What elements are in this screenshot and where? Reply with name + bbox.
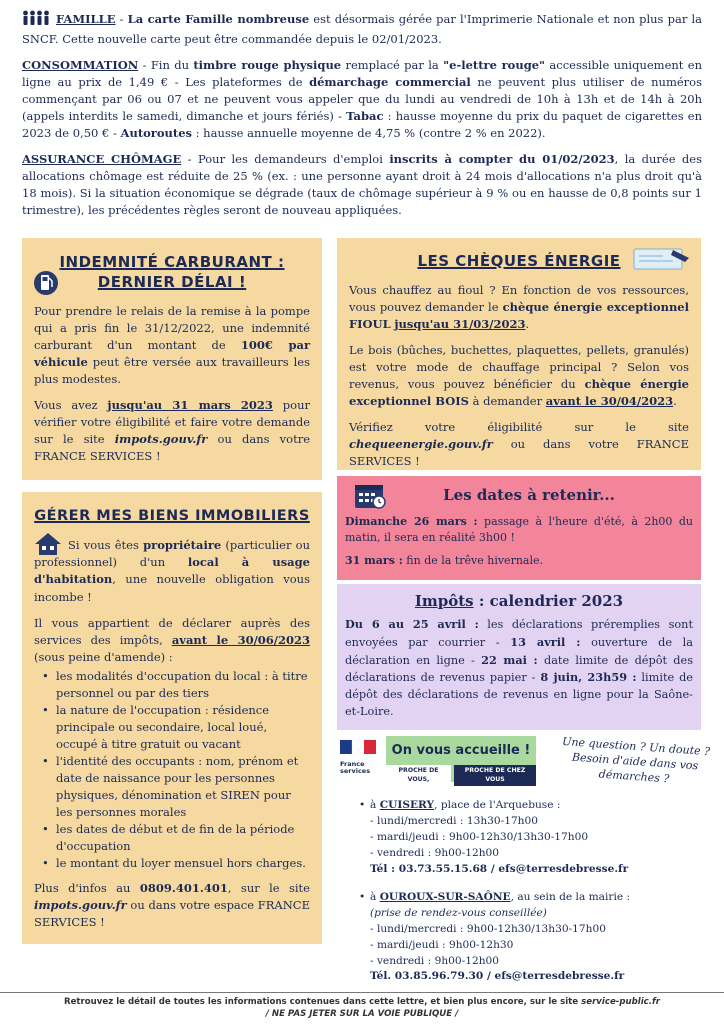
- biens-p3: [34, 880, 310, 931]
- deadline: avant le 30/04/2023: [545, 394, 674, 409]
- deadline: avant le 30/06/2023: [171, 632, 310, 647]
- question-note: Une question ? Un doute ? Besoin d'aide dans vos démarches ?: [561, 734, 711, 786]
- list-item: • l'identité des occupants : nom, prénom et date de naissance pour les personnes physiques, dénomination et SIREN pour les personnes morales: [34, 753, 310, 821]
- text: à demander: [468, 394, 546, 409]
- fuel-pump-icon: [34, 268, 58, 303]
- carburant-p2: [34, 397, 310, 465]
- text: Vous avez: [34, 397, 108, 412]
- contact-head: [356, 798, 696, 814]
- house-icon: [34, 532, 62, 561]
- chomage-text: - Pour les demandeurs d'emploi: [181, 152, 390, 167]
- bold: 100€ par véhicule: [34, 337, 311, 369]
- phone: 0809.401.401: [139, 880, 228, 895]
- footer-line-1: [0, 997, 724, 1009]
- date: 8 juin, 23h59 :: [540, 670, 637, 685]
- accueil-tag: PROCHE DE CHEZ VOUS: [454, 765, 536, 785]
- chomage-bold: inscrits à compter du 01/02/2023: [389, 152, 615, 167]
- text: ou dans votre espace FRANCE SERVICES !: [34, 897, 310, 929]
- accueil-title: On vous accueille !: [391, 743, 531, 758]
- conso-bold: Tabac: [346, 109, 384, 124]
- conso-text: - Fin du: [138, 58, 194, 73]
- biens-list: [34, 668, 310, 872]
- text: Si vous êtes: [68, 538, 144, 553]
- text: passage à l'heure d'été, à 2h00 du matin, il sera en réalité 3h00 !: [345, 515, 693, 545]
- conso-label: CONSOMMATION: [22, 58, 139, 73]
- text: Il vous appartient de déclarer auprès des services des impôts,: [34, 615, 310, 647]
- impots-box: [337, 584, 701, 730]
- dates-item-1: [345, 514, 693, 547]
- conso-text: ne peuvent plus utiliser de numéros commençant par 06 ou 07 et ne peuvent vous appeler que du lundi au vendredi de 10h à 13h et de 14h à 20h (appels interdits le samedi, dimanche et jours fériés) -: [22, 75, 702, 124]
- impots-title-underlined: Impôts: [414, 592, 474, 610]
- text: , au sein de la mairie :: [510, 891, 631, 903]
- website: service-public.fr: [581, 997, 660, 1007]
- bold: chèque énergie exceptionnel BOIS: [349, 377, 689, 409]
- text: , place de l'Arquebuse :: [434, 799, 561, 811]
- hours-line: - vendredi : 9h00-12h00: [370, 954, 500, 967]
- biens-title: GÉRER MES BIENS IMMOBILIERS: [34, 508, 310, 524]
- conso-text: : hausse annuelle moyenne de 4,75 % (contre 2 % en 2022).: [192, 126, 546, 141]
- contact-head: [356, 890, 696, 906]
- website: chequeenergie.gouv.fr: [349, 437, 493, 452]
- conso-text: accessible uniquement en ligne au prix de 1,49 € - Les plateformes de: [22, 58, 702, 90]
- list-item: • les modalités d'occupation du local : à titre personnel ou par des tiers: [34, 668, 310, 702]
- text: date limite de dépôt des déclarations de revenus papier -: [345, 653, 694, 685]
- accueil-pill: [386, 736, 536, 782]
- france-services-logo: [340, 740, 378, 780]
- chomage-text: , la durée des allocations chômage est réduite de 25 % (ex. : une personne ayant droit à 24 mois d'allocations n'a plus droit qu'à 18 mois). Si la situation économique se dégrade (taux de chômage supérieur à 9 % ou en hausse de 0,8 points sur 1 trimestre), les précédentes règles seront de nouveau appliquées.: [22, 152, 703, 218]
- cheque-icon: [633, 246, 691, 277]
- logo-text: services: [340, 766, 371, 775]
- text: .: [673, 394, 677, 409]
- place: OUROUX-SUR-SAÔNE: [379, 891, 511, 903]
- date: 31 mars :: [345, 553, 403, 567]
- cheques-p3: [349, 419, 689, 470]
- conso-bold: Autoroutes: [120, 126, 192, 141]
- text: Vérifiez votre éligibilité sur le site: [349, 420, 689, 435]
- carburant-title-2: DERNIER DÉLAI !: [97, 273, 247, 292]
- contact-cuisery: [356, 798, 696, 877]
- conso-paragraph: [22, 57, 702, 142]
- deadline: jusqu'au 31/03/2023: [394, 317, 526, 332]
- accueil-tag: PROCHE DE VOUS,: [386, 765, 451, 785]
- chomage-paragraph: [22, 151, 702, 219]
- text: Le bois (bûches, buchettes, plaquettes, pellets, granulés) est votre mode de chauffage principal ? Selon vos revenus, vous pouvez bénéficier du: [349, 343, 689, 392]
- text: limite de dépôt des déclarations de revenus en ligne pour la Saône-et-Loire.: [345, 671, 693, 718]
- text: , une nouvelle obligation vous incombe !: [34, 572, 310, 604]
- impots-title-rest: : calendrier 2023: [473, 592, 624, 610]
- hours-line: - lundi/mercredi : 9h00-12h30/13h30-17h00: [370, 922, 606, 935]
- text: (particulier ou professionnel) d'un: [34, 538, 311, 570]
- impots-text: [345, 616, 693, 720]
- text: à: [370, 891, 380, 903]
- biens-box: [22, 492, 322, 944]
- contact-note: (prise de rendez-vous conseillée): [370, 906, 547, 919]
- text: fin de la trêve hivernale.: [402, 553, 543, 567]
- hours-line: - mardi/jeudi : 9h00-12h30: [370, 938, 514, 951]
- text: ou dans votre FRANCE SERVICES !: [349, 437, 689, 469]
- footer-line-2: / NE PAS JETER SUR LA VOIE PUBLIQUE /: [265, 1008, 459, 1019]
- family-icon: [22, 10, 50, 31]
- text: à: [370, 799, 380, 811]
- text: Pour prendre le relais de la remise à la pompe qui a pris fin le 31/12/2022, une indemnité carburant d'un montant de: [34, 303, 310, 352]
- text: les déclarations préremplies sont envoyées par courrier -: [345, 618, 693, 649]
- bold: local à usage d'habitation: [34, 555, 310, 587]
- text: pour vérifier votre éligibilité et faire votre demande sur le site: [34, 397, 310, 446]
- dates-item-2: [345, 553, 693, 569]
- text: peut être versée aux travailleurs les plus modestes.: [34, 354, 310, 386]
- contact-tel: Tél : 03.73.55.15.68 / efs@terresdebresse.fr: [370, 862, 629, 875]
- biens-p2: [34, 615, 310, 666]
- hours-line: - lundi/mercredi : 13h30-17h00: [370, 814, 538, 827]
- famille-paragraph: [22, 10, 702, 48]
- text: Plus d'infos au: [34, 880, 140, 895]
- text: ou dans votre FRANCE SERVICES !: [34, 431, 310, 463]
- dates-box: [337, 476, 701, 580]
- conso-bold: "e-lettre rouge": [443, 58, 546, 73]
- famille-bold: La carte Famille nombreuse: [127, 12, 310, 26]
- text: Retrouvez le détail de toutes les informations contenues dans cette lettre, et bien plus encore, sur le site: [63, 997, 582, 1007]
- conso-bold: démarchage commercial: [309, 75, 471, 90]
- famille-text: est désormais gérée par l'Imprimerie Nationale et non plus par la SNCF. Cette nouvelle carte peut être commandée depuis le 02/01/2023.: [22, 12, 702, 47]
- biens-p1: [34, 537, 310, 605]
- date: Dimanche 26 mars :: [345, 515, 478, 529]
- cheques-box: [337, 238, 701, 470]
- contact-ouroux: [356, 890, 696, 985]
- famille-label: FAMILLE: [56, 12, 116, 26]
- text: ouverture de la déclaration en ligne -: [345, 635, 693, 667]
- logo-text: France: [340, 760, 365, 769]
- list-item: • la nature de l'occupation : résidence principale ou secondaire, local loué, occupé à titre gratuit ou vacant: [34, 702, 310, 753]
- cheques-p2: [349, 342, 689, 410]
- conso-text: : hausse moyenne du prix du paquet de cigarettes en 2023 de 0,50 € -: [22, 109, 702, 141]
- bold: chèque énergie exceptionnel FIOUL: [349, 300, 689, 332]
- impots-title: [345, 590, 693, 612]
- contact-tel: Tél. 03.85.96.79.30 / efs@terresdebresse.fr: [370, 970, 625, 983]
- date: 22 mai :: [481, 652, 538, 667]
- text: , sur le site: [227, 880, 310, 895]
- conso-bold: timbre rouge physique: [193, 58, 342, 73]
- list-item: • les dates de début et de fin de la période d'occupation: [34, 821, 310, 855]
- famille-sep: -: [115, 12, 128, 26]
- calendar-icon: [353, 480, 387, 515]
- date: 13 avril :: [510, 634, 581, 649]
- carburant-p1: [34, 303, 310, 388]
- text: Vous chauffez au fioul ? En fonction de vos ressources, vous pouvez demander le: [349, 283, 689, 315]
- footer: [0, 992, 724, 1020]
- chomage-label: ASSURANCE CHÔMAGE: [22, 152, 182, 167]
- website: impots.gouv.fr: [34, 897, 127, 912]
- cheques-p1: [349, 282, 689, 333]
- text: (sous peine d'amende) :: [34, 649, 173, 664]
- hours-line: - mardi/jeudi : 9h00-12h30/13h30-17h00: [370, 830, 589, 843]
- carburant-title: INDEMNITÉ CARBURANT :: [59, 253, 285, 271]
- top-news: [22, 10, 702, 228]
- dates-title: Les dates à retenir...: [443, 486, 615, 504]
- list-item: • le montant du loyer mensuel hors charges.: [34, 855, 310, 872]
- cheques-title: LES CHÈQUES ÉNERGIE: [417, 252, 621, 270]
- website: impots.gouv.fr: [114, 431, 208, 446]
- carburant-box: [22, 238, 322, 480]
- deadline: jusqu'au 31 mars 2023: [107, 397, 273, 412]
- text: .: [525, 317, 530, 332]
- place: CUISERY: [379, 799, 435, 811]
- hours-line: - vendredi : 9h00-12h00: [370, 846, 500, 859]
- bold: propriétaire: [143, 538, 222, 553]
- conso-text: remplacé par la: [341, 58, 444, 73]
- date: Du 6 au 25 avril :: [345, 617, 479, 632]
